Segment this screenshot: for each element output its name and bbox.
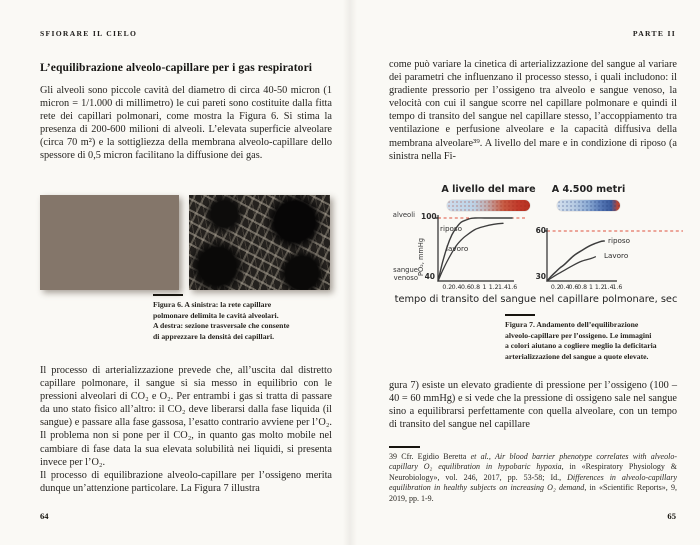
x-tick: 1 — [589, 284, 593, 291]
y-axis-label: PO₂, mmHg — [417, 238, 425, 276]
left-column-paragraph-1 — [40, 84, 332, 163]
x-tick: 1.4 — [498, 284, 508, 291]
x-tick: 1.2 — [488, 284, 499, 291]
left-column-paragraphs-2-3 — [40, 364, 332, 495]
x-tick: 0.6 — [568, 284, 579, 291]
body-paragraph: gura 7) esiste un elevato gradiente di pressione per l’ossigeno (100 – 40 = 60 mmHg) e si vede che la pressione di ossigeno sale nel sangue sino a equilibrarsi perfettamente con quella alveolare, con un tempo di transito del sangue nel capillare — [389, 380, 677, 431]
altitude-panel-title: A 4.500 metri — [551, 184, 626, 195]
altitude-x-ticks — [380, 284, 692, 292]
page-number-right: 65 — [667, 511, 676, 521]
figure7-chart — [380, 180, 692, 320]
y-axis-bottom-annotation: sangue venoso — [393, 266, 418, 282]
lavoro-label-sea-level: lavoro — [446, 244, 469, 253]
x-axis-label: tempo di transito del sangue nel capillare polmonare, sec — [394, 294, 678, 305]
footnote-39: 39 Cfr. Egidio Beretta et al., Air blood barrier phenotype correlates with alveolo-capillary O₂ equilibration in hypobaric hypoxia, in «Respiratory Physiology & Neurobiology», vol. 246, 2017, pp. 53-58; Id., Differences in alveolo-capillary equilibration in healthy subjects on increasing O₂ demand, in «Scientific Reports», 9, 2019, pp. 1-9. — [389, 452, 678, 503]
figure6-caption — [153, 294, 289, 342]
y-tick-40: 40 — [424, 272, 435, 281]
running-head-left: SFIORARE IL CIELO — [40, 29, 138, 38]
page-gutter — [343, 0, 357, 545]
x-tick: 1 — [482, 284, 487, 291]
y-tick-60: 60 — [535, 226, 546, 235]
y-axis-top-annotation: alveoli — [392, 211, 415, 219]
x-tick: 0.6 — [460, 284, 471, 291]
y-tick-100: 100 — [421, 212, 437, 221]
footnote-rule — [389, 446, 420, 448]
x-tick: 1.4 — [603, 284, 614, 291]
page-number-left: 64 — [40, 511, 49, 521]
x-tick: 0.4 — [451, 284, 462, 291]
caption-rule — [153, 294, 183, 296]
y-tick-30: 30 — [535, 272, 546, 281]
body-paragraph: come può variare la cinetica di arterializzazione del sangue al variare dei parametri che influenzano il processo stesso, i quali includono: il gradiente pressorio per l’ossigeno tra alveolo e sangue venoso, la velocità con cui il sangue scorre nel capillare polmonare e quindi il tempo di transito del sangue nel capillare stesso, l’accoppiamento tra ventilazione e perfusione alveolare e la capacità diffusiva della membrana alveolare³⁹. A livello del mare e in condizione di riposo (a sinistra nella Fi- — [389, 59, 677, 162]
x-tick: 1.6 — [507, 284, 518, 291]
section-title: L’equilibrazione alveolo-capillare per i gas respiratori — [40, 61, 313, 74]
lavoro-curve-altitude — [547, 257, 595, 281]
body-paragraph: Il processo di arterializzazione prevede che, all’uscita dal distretto capillare polmonare, il sangue si sia messo in equilibrio con le pressioni alveolari di CO₂ e O₂. Per entrambi i gas si tratta di passare da uno stato fisico all’altro: il CO₂ deve liberarsi dalla fase liquida (il sangue) e passare alla fase gassosa, l’esatto contrario avviene per l’O₂. Il problema non si pone per il CO₂, in quanto gas molto mobile nel cambiare di fase data la sua elevata solubilità nei liquidi, si presenta invece per l’O₂. — [40, 365, 332, 468]
x-tick: 0.8 — [577, 284, 588, 291]
x-tick: 1.6 — [612, 284, 623, 291]
riposo-label-altitude: riposo — [608, 236, 631, 245]
x-tick: 0.4 — [559, 284, 570, 291]
x-tick: 0.2 — [550, 284, 561, 291]
right-column-paragraph-2 — [389, 379, 677, 431]
body-paragraph: Il processo di equilibrazione alveolo-capillare per l’ossigeno merita dunque un’attenzione particolare. La Figura 7 illustra — [40, 469, 332, 494]
figure6-image-cross-section — [189, 195, 330, 290]
figure7-caption-text: Figura 7. Andamento dell’equilibrazione alveolo-capillare per l’ossigeno. Le immagini a colori aiutano a cogliere meglio la deficitaria arterializzazione del sangue a quote elevate. — [505, 320, 657, 361]
body-paragraph: Gli alveoli sono piccole cavità del diametro di circa 40-50 micron (1 micron = 1/1.000 di millimetro) le cui pareti sono costituite dalla fitta rete dei capillari polmonari, come mostra la Figura 6. Si stima la presenza di 200-600 milioni di alveoli. L’elevata superficie alveolare (circa 70 m²) e la sottigliezza della membrana alveolo-capillare dello spessore di 0,5 micron facilitano la diffusione dei gas. — [40, 85, 332, 162]
x-tick: 0.2 — [442, 284, 453, 291]
figure6-image-capillary-network — [40, 195, 179, 290]
riposo-label-sea-level: riposo — [440, 224, 463, 233]
x-tick: 0.8 — [470, 284, 481, 291]
x-tick: 1.2 — [594, 284, 605, 291]
caption-rule — [505, 314, 535, 316]
sea-level-panel-title: A livello del mare — [441, 184, 536, 195]
figure6-caption-text: Figura 6. A sinistra: la rete capillare polmonare delimita le cavità alveolari. A destra: sezione trasversale che consente di apprezzare la densità dei capillari. — [153, 300, 290, 341]
figure7-caption — [505, 314, 657, 362]
right-column-paragraph-1 — [389, 58, 677, 163]
lavoro-label-altitude: Lavoro — [604, 251, 629, 260]
running-head-right: PARTE II — [632, 29, 676, 38]
